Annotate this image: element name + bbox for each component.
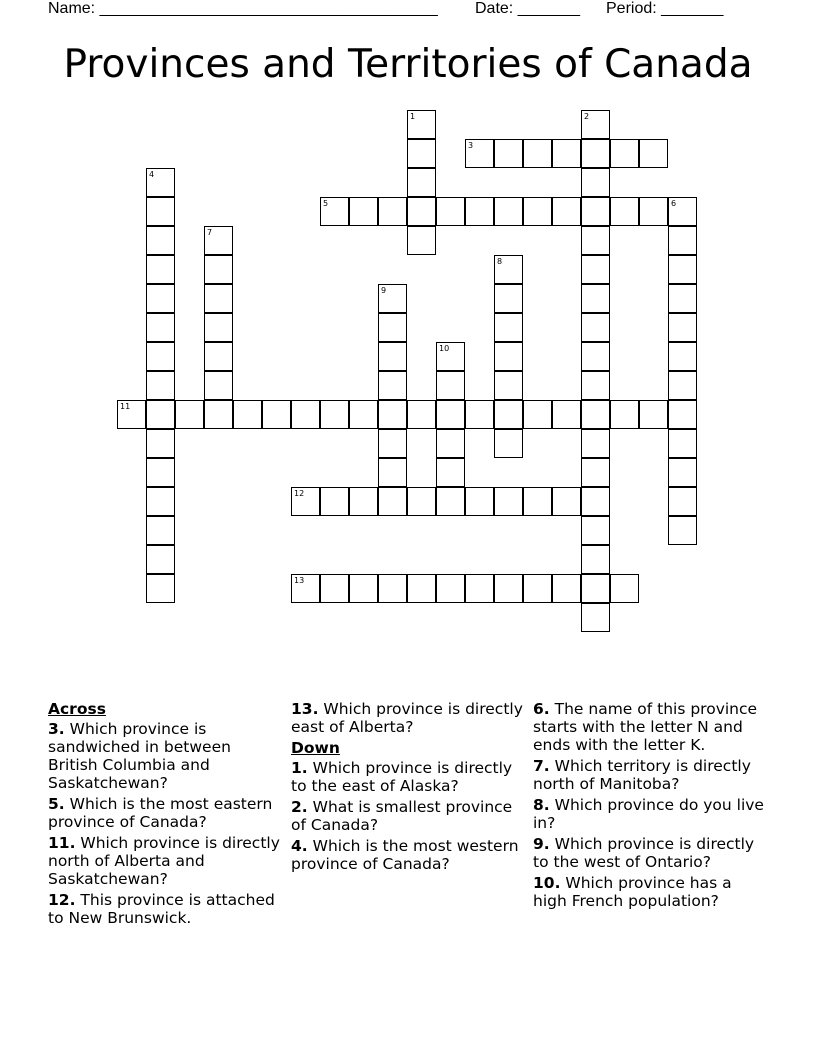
clue-text: Which province is directly to the east of Alaska? [291, 759, 513, 795]
grid-cell[interactable] [407, 487, 436, 516]
clue-number-label: 6 [671, 199, 677, 208]
grid-cell-11[interactable] [117, 400, 146, 429]
grid-cell[interactable] [581, 168, 610, 197]
grid-cell[interactable] [494, 400, 523, 429]
clue-across-13 [291, 700, 527, 736]
clue-number: 13. [291, 700, 319, 718]
clue-number: 2. [291, 798, 308, 816]
grid-cell[interactable] [639, 139, 668, 168]
clue-number-label: 3 [468, 141, 474, 150]
grid-cell[interactable] [494, 487, 523, 516]
grid-cell[interactable] [291, 400, 320, 429]
grid-cell[interactable] [175, 400, 204, 429]
grid-cell[interactable] [581, 226, 610, 255]
clue-text: What is smallest province of Canada? [291, 798, 513, 834]
grid-cell[interactable] [204, 400, 233, 429]
grid-cell[interactable] [465, 574, 494, 603]
clue-number-label: 5 [323, 199, 329, 208]
grid-cell-7[interactable] [204, 226, 233, 255]
clue-number: 8. [533, 796, 550, 814]
grid-cell[interactable] [581, 342, 610, 371]
grid-cell-5[interactable] [320, 197, 349, 226]
grid-cell[interactable] [552, 400, 581, 429]
clue-number: 6. [533, 700, 550, 718]
grid-cell[interactable] [552, 139, 581, 168]
grid-cell[interactable] [581, 255, 610, 284]
clues-column-2 [291, 700, 527, 876]
clue-down-6 [533, 700, 769, 754]
grid-cell[interactable] [668, 458, 697, 487]
clue-number-label: 13 [294, 576, 305, 585]
grid-cell[interactable] [465, 197, 494, 226]
grid-cell[interactable] [407, 197, 436, 226]
grid-cell[interactable] [233, 400, 262, 429]
clue-text: Which is the most eastern province of Canada? [48, 795, 273, 831]
grid-cell[interactable] [581, 429, 610, 458]
clue-across-3 [48, 720, 284, 792]
clue-down-8 [533, 796, 769, 832]
grid-cell[interactable] [668, 255, 697, 284]
grid-cell-9[interactable] [378, 284, 407, 313]
grid-cell[interactable] [407, 168, 436, 197]
grid-cell[interactable] [581, 400, 610, 429]
clue-down-9 [533, 835, 769, 871]
clue-number-label: 12 [294, 489, 305, 498]
clue-down-1 [291, 759, 527, 795]
clue-text: Which province do you live in? [533, 796, 764, 832]
clue-number: 11. [48, 834, 76, 852]
name-field[interactable]: Name: ______________________________________ [48, 0, 438, 17]
grid-cell[interactable] [552, 574, 581, 603]
grid-cell[interactable] [436, 574, 465, 603]
clues-column-1 [48, 700, 284, 930]
grid-cell[interactable] [494, 371, 523, 400]
grid-cell[interactable] [146, 313, 175, 342]
grid-cell[interactable] [146, 545, 175, 574]
grid-cell[interactable] [407, 574, 436, 603]
grid-cell[interactable] [581, 284, 610, 313]
grid-cell[interactable] [436, 371, 465, 400]
grid-cell[interactable] [378, 487, 407, 516]
grid-cell-12[interactable] [291, 487, 320, 516]
clue-number-label: 8 [497, 257, 503, 266]
grid-cell[interactable] [668, 371, 697, 400]
grid-cell[interactable] [146, 458, 175, 487]
clue-number-label: 7 [207, 228, 213, 237]
grid-cell[interactable] [436, 429, 465, 458]
clue-down-7 [533, 757, 769, 793]
clue-number: 3. [48, 720, 65, 738]
grid-cell[interactable] [146, 255, 175, 284]
grid-cell[interactable] [494, 342, 523, 371]
clue-number: 10. [533, 874, 561, 892]
grid-cell[interactable] [407, 400, 436, 429]
clue-number-label: 10 [439, 344, 450, 353]
clue-text: Which is the most western province of Canada? [291, 837, 519, 873]
grid-cell[interactable] [668, 313, 697, 342]
grid-cell[interactable] [581, 487, 610, 516]
grid-cell[interactable] [146, 400, 175, 429]
grid-cell[interactable] [610, 139, 639, 168]
grid-cell[interactable] [349, 197, 378, 226]
clue-down-2 [291, 798, 527, 834]
grid-cell[interactable] [552, 487, 581, 516]
grid-cell[interactable] [378, 458, 407, 487]
grid-cell[interactable] [146, 371, 175, 400]
clue-number: 4. [291, 837, 308, 855]
grid-cell[interactable] [407, 226, 436, 255]
grid-cell[interactable] [378, 197, 407, 226]
grid-cell[interactable] [146, 284, 175, 313]
grid-cell[interactable] [523, 197, 552, 226]
grid-cell[interactable] [494, 284, 523, 313]
clue-down-10 [533, 874, 769, 910]
grid-cell[interactable] [523, 574, 552, 603]
grid-cell[interactable] [146, 197, 175, 226]
grid-cell[interactable] [436, 400, 465, 429]
clue-text: Which province is directly north of Alberta and Saskatchewan? [48, 834, 280, 888]
grid-cell[interactable] [639, 197, 668, 226]
grid-cell[interactable] [668, 342, 697, 371]
grid-cell[interactable] [465, 487, 494, 516]
grid-cell[interactable] [610, 400, 639, 429]
clue-number-label: 2 [584, 112, 590, 121]
period-field[interactable]: Period: _______ [606, 0, 724, 17]
clue-across-11 [48, 834, 284, 888]
clue-text: Which province is directly east of Alberta? [291, 700, 523, 736]
grid-cell[interactable] [668, 516, 697, 545]
grid-cell[interactable] [204, 284, 233, 313]
grid-cell[interactable] [494, 313, 523, 342]
clues-column-3 [533, 700, 769, 913]
clue-across-5 [48, 795, 284, 831]
grid-cell[interactable] [320, 487, 349, 516]
grid-cell-6[interactable] [668, 197, 697, 226]
clue-text: This province is attached to New Brunswick. [48, 891, 275, 927]
clue-text: The name of this province starts with the letter N and ends with the letter K. [533, 700, 758, 754]
grid-cell[interactable] [407, 139, 436, 168]
clue-text: Which province is sandwiched in between British Columbia and Saskatchewan? [48, 720, 231, 792]
grid-cell[interactable] [639, 400, 668, 429]
grid-cell-3[interactable] [465, 139, 494, 168]
grid-cell-2[interactable] [581, 110, 610, 139]
grid-cell[interactable] [494, 574, 523, 603]
clue-text: Which province has a high French population? [533, 874, 732, 910]
clue-number-label: 11 [120, 402, 131, 411]
grid-cell[interactable] [436, 487, 465, 516]
grid-cell[interactable] [378, 342, 407, 371]
clue-text: Which province is directly to the west of Ontario? [533, 835, 755, 871]
grid-cell[interactable] [581, 603, 610, 632]
grid-cell[interactable] [146, 516, 175, 545]
clue-number: 1. [291, 759, 308, 777]
grid-cell[interactable] [581, 545, 610, 574]
grid-cell[interactable] [523, 400, 552, 429]
across-heading: Across [48, 700, 106, 718]
grid-cell[interactable] [146, 226, 175, 255]
grid-cell[interactable] [552, 197, 581, 226]
grid-cell-13[interactable] [291, 574, 320, 603]
grid-cell-8[interactable] [494, 255, 523, 284]
grid-cell[interactable] [668, 429, 697, 458]
clue-across-12 [48, 891, 284, 927]
grid-cell[interactable] [610, 574, 639, 603]
grid-cell[interactable] [581, 371, 610, 400]
grid-cell[interactable] [668, 226, 697, 255]
grid-cell[interactable] [523, 139, 552, 168]
grid-cell[interactable] [494, 429, 523, 458]
grid-cell[interactable] [523, 487, 552, 516]
grid-cell[interactable] [581, 516, 610, 545]
grid-cell[interactable] [668, 487, 697, 516]
clue-number: 7. [533, 757, 550, 775]
grid-cell[interactable] [204, 255, 233, 284]
grid-cell[interactable] [494, 197, 523, 226]
clue-number-label: 4 [149, 170, 155, 179]
grid-cell[interactable] [436, 458, 465, 487]
grid-cell[interactable] [204, 371, 233, 400]
down-heading: Down [291, 739, 340, 757]
grid-cell[interactable] [581, 574, 610, 603]
grid-cell[interactable] [378, 429, 407, 458]
grid-cell[interactable] [378, 371, 407, 400]
grid-cell[interactable] [320, 574, 349, 603]
grid-cell[interactable] [146, 342, 175, 371]
grid-cell[interactable] [204, 342, 233, 371]
grid-cell[interactable] [320, 400, 349, 429]
grid-cell[interactable] [581, 458, 610, 487]
clue-number: 5. [48, 795, 65, 813]
clue-number: 12. [48, 891, 76, 909]
grid-cell[interactable] [581, 197, 610, 226]
grid-cell[interactable] [378, 313, 407, 342]
grid-cell[interactable] [262, 400, 291, 429]
grid-cell[interactable] [668, 400, 697, 429]
grid-cell-10[interactable] [436, 342, 465, 371]
grid-cell-4[interactable] [146, 168, 175, 197]
grid-cell[interactable] [349, 574, 378, 603]
grid-cell[interactable] [204, 313, 233, 342]
grid-cell[interactable] [146, 574, 175, 603]
grid-cell[interactable] [494, 139, 523, 168]
grid-cell[interactable] [465, 400, 494, 429]
grid-cell[interactable] [581, 139, 610, 168]
clue-down-4 [291, 837, 527, 873]
clue-text: Which territory is directly north of Manitoba? [533, 757, 751, 793]
grid-cell[interactable] [610, 197, 639, 226]
grid-cell[interactable] [581, 313, 610, 342]
grid-cell[interactable] [146, 429, 175, 458]
grid-cell[interactable] [349, 487, 378, 516]
page-title: Provinces and Territories of Canada [63, 42, 753, 87]
grid-cell[interactable] [378, 574, 407, 603]
grid-cell-1[interactable] [407, 110, 436, 139]
clue-number: 9. [533, 835, 550, 853]
grid-cell[interactable] [349, 400, 378, 429]
date-field[interactable]: Date: _______ [475, 0, 580, 17]
grid-cell[interactable] [436, 197, 465, 226]
grid-cell[interactable] [668, 284, 697, 313]
clue-number-label: 9 [381, 286, 387, 295]
grid-cell[interactable] [378, 400, 407, 429]
clue-number-label: 1 [410, 112, 416, 121]
grid-cell[interactable] [146, 487, 175, 516]
